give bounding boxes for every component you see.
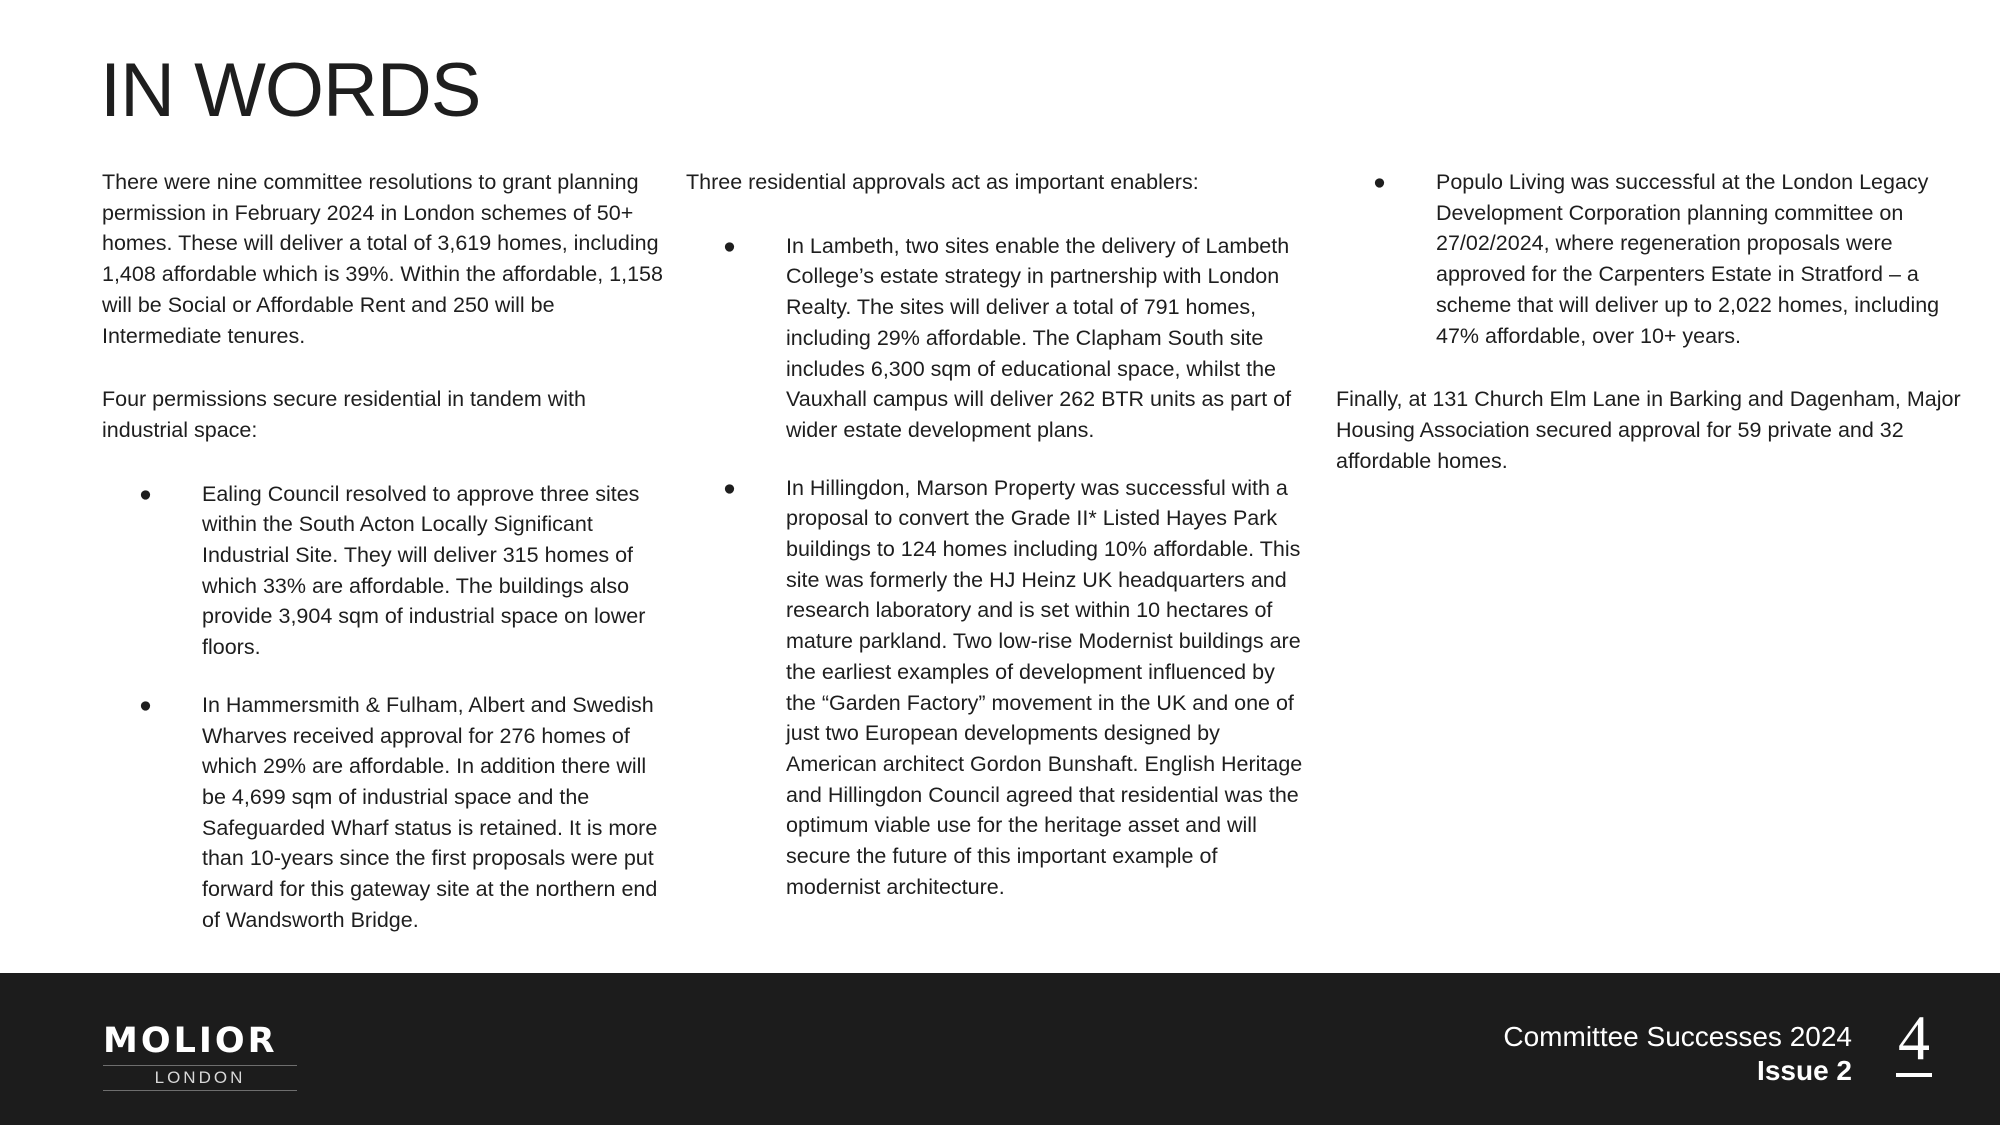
- industrial-lead-paragraph: Four permissions secure residential in tandem with industrial space:: [102, 387, 586, 442]
- list-item: [1336, 167, 1966, 351]
- page-number-underline: [1896, 1073, 1932, 1077]
- enablers-bullet-list: [686, 231, 1306, 903]
- stratford-bullet-list: [1336, 167, 1966, 351]
- page-title: IN WORDS: [100, 48, 481, 133]
- issue-label: Issue 2: [1757, 1055, 1852, 1086]
- logo-divider: [103, 1090, 297, 1091]
- industrial-bullet-list: [102, 479, 664, 936]
- list-item: [102, 690, 664, 936]
- bullet-text: Populo Living was successful at the London Legacy Development Corporation planning committee on 27/02/2024, where regeneration proposals were approved for the Carpenters Estate in Stratford – a scheme that will deliver up to 2,022 homes, including 47% affordable, over 10+ years.: [1436, 170, 1940, 348]
- list-item: [686, 473, 1306, 903]
- list-item: [102, 479, 664, 663]
- intro-paragraph: There were nine committee resolutions to grant planning permission in February 2024 in London schemes of 50+ homes. These will deliver a total of 3,619 homes, including 1,408 affordable which is 39%. Within the affordable, 1,158 will be Social or Affordable Rent and 250 will be Intermediate tenures.: [102, 170, 663, 348]
- logo-wordmark: MOLIOR: [103, 1021, 278, 1061]
- footer-publication-info: [1503, 1020, 1852, 1088]
- bullet-icon: ●: [723, 233, 736, 258]
- list-item: [686, 231, 1306, 446]
- bullet-icon: ●: [139, 481, 152, 506]
- footer-bar: [0, 973, 2000, 1125]
- page-number: 4: [1898, 1002, 1930, 1073]
- logo-subtitle: LONDON: [154, 1068, 246, 1087]
- bullet-text: Ealing Council resolved to approve three sites within the South Acton Locally Significant Industrial Site. They will deliver 315 homes of which 33% are affordable. The buildings also provide 3,904 sqm of industrial space on lower floors.: [202, 481, 646, 660]
- bullet-icon: ●: [1373, 170, 1386, 194]
- molior-london-logo: [103, 1021, 297, 1091]
- column-middle: [686, 167, 1306, 902]
- closing-paragraph: Finally, at 131 Church Elm Lane in Barking and Dagenham, Major Housing Association secured approval for 59 private and 32 affordable homes.: [1336, 387, 1961, 473]
- bullet-icon: ●: [139, 692, 152, 717]
- publication-title: Committee Successes 2024: [1503, 1021, 1852, 1052]
- bullet-text: In Hammersmith & Fulham, Albert and Swedish Wharves received approval for 276 homes of which 29% are affordable. In addition there will be 4,699 sqm of industrial space and the Safeguarded Wharf status is retained. It is more than 10-years since the first proposals were put forward for this gateway site at the northern end of Wandsworth Bridge.: [202, 692, 658, 932]
- enablers-lead-paragraph: Three residential approvals act as important enablers:: [686, 170, 1199, 194]
- column-left: [102, 167, 664, 935]
- column-right: [1336, 167, 1966, 476]
- bullet-icon: ●: [723, 475, 736, 500]
- bullet-text: In Lambeth, two sites enable the delivery of Lambeth College’s estate strategy in partnership with London Realty. The sites will deliver a total of 791 homes, including 29% affordable. The Clapham South site includes 6,300 sqm of educational space, whilst the Vauxhall campus will deliver 262 BTR units as part of wider estate development plans.: [786, 233, 1292, 442]
- bullet-text: In Hillingdon, Marson Property was successful with a proposal to convert the Grade II* Listed Hayes Park buildings to 124 homes including 10% affordable. This site was formerly the HJ Heinz UK headquarters and research laboratory and is set within 10 hectares of mature parkland. Two low-rise Modernist buildings are the earliest examples of development influenced by the “Garden Factory” movement in the UK and one of just two European developments designed by American architect Gordon Bunshaft. English Heritage and Hillingdon Council agreed that residential was the optimum viable use for the heritage asset and will secure the future of this important example of modernist architecture.: [786, 475, 1303, 899]
